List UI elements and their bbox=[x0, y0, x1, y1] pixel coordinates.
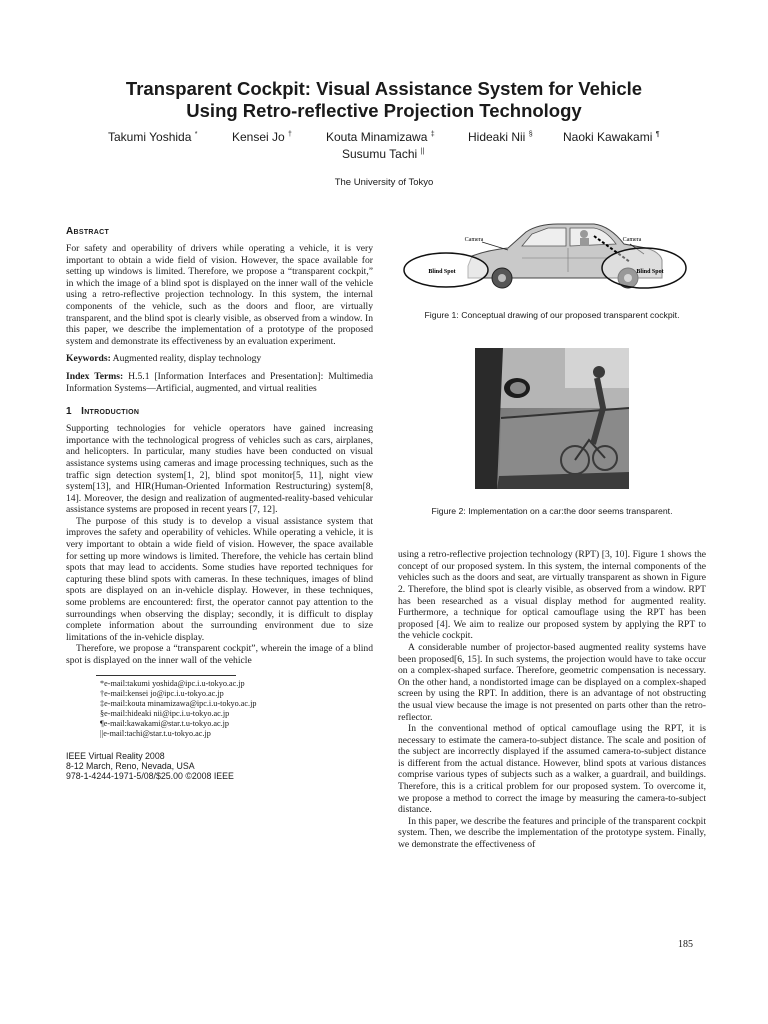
author-4: Hideaki Nii § bbox=[468, 130, 533, 144]
footnote-email: †e-mail:kensei jo@ipc.i.u-tokyo.ac.jp bbox=[100, 688, 224, 698]
page-number: 185 bbox=[678, 939, 693, 950]
intro-paragraph-3: Therefore, we propose a “transparent cockpit”, wherein the image of a blind spot is displayed on the inner wall of the vehicle bbox=[66, 643, 373, 666]
intro-paragraph-1: Supporting technologies for vehicle operators have gained increasing importance with the technological progress of vehicles such as cars, airplanes, and helicopters. In particular, many studies have been conducted on visual assistance systems using cameras and image processing techniques, such as the traffic sign detection system[1, 2], blind spot monitor[5, 11], night view system[13], and HIR(Human-Oriented Information Restructuring) system[8, 14]. Moreover, the design and realization of augmented-reality-based vehicular assistance systems are proposed in recent years [7, 12]. bbox=[66, 423, 373, 516]
keywords: Keywords: Augmented reality, display technology bbox=[66, 353, 262, 365]
introduction-heading: 1 Introduction bbox=[66, 406, 140, 418]
affiliation: The University of Tokyo bbox=[334, 177, 434, 188]
footnote-divider bbox=[96, 675, 236, 676]
figure-1-caption: Figure 1: Conceptual drawing of our proposed transparent cockpit. bbox=[424, 310, 680, 320]
footnotes bbox=[100, 679, 373, 739]
author-6: Susumu Tachi || bbox=[342, 147, 425, 161]
label-blind-right: Blind Spot bbox=[636, 269, 664, 275]
right-column bbox=[398, 220, 706, 851]
right-paragraph-2: A considerable number of projector-based augmented reality systems have been proposed[6, 15]. In such systems, the projection would have to take occur on a complex-shaped surface. Therefore, geometric compensation is necessary. On the other hand, a nondistorted image can be displayed on a complex-shaped screen by using the RPT. In addition, there is an advantage of not obstructing the usual view because the image is not presented on parts other than the retro-reflector. bbox=[398, 641, 706, 723]
abstract-heading: Abstract bbox=[66, 226, 110, 237]
footnote-email: ‡e-mail:kouta minamizawa@ipc.i.u-tokyo.ac.jp bbox=[100, 698, 257, 708]
label-camera-left: Camera bbox=[464, 237, 484, 243]
left-column bbox=[66, 226, 373, 781]
intro-paragraph-2: The purpose of this study is to develop a visual assistance system that improves the safety and operability of vehicles. While operating a vehicle, it is very important to obtain a wide field of vision. However, the space available for setting up more windows is limited. Therefore, the vehicle has certain blind spots that may lead to accidents. Some studies have reported techniques for capturing these blind spots with cameras. In these techniques, images of blind spots are displayed on an in-vehicle display. However, in these techniques, some problems are encountered: first, the operator cannot pay attention to the surroundings when observing the display; secondly, it is difficult to display complete information about the surrounding environment due to size limitations of the in-vehicle display. bbox=[66, 515, 373, 643]
footnote-email: *e-mail:takumi yoshida@ipc.i.u-tokyo.ac.jp bbox=[100, 678, 245, 688]
label-camera-right: Camera bbox=[622, 237, 642, 243]
right-body-text bbox=[398, 549, 706, 850]
car-door-photo bbox=[475, 348, 629, 489]
title-line-2: Using Retro-reflective Projection Technology bbox=[186, 100, 582, 121]
author-5: Naoki Kawakami ¶ bbox=[563, 130, 660, 144]
figure-1-drawing bbox=[398, 220, 706, 296]
footnote-email: §e-mail:hideaki nii@ipc.i.u-tokyo.ac.jp bbox=[100, 708, 230, 718]
figure-2-caption: Figure 2: Implementation on a car:the door seems transparent. bbox=[431, 505, 673, 516]
paper-title bbox=[60, 78, 708, 122]
right-paragraph-3: In the conventional method of optical camouflage using the RPT, it is necessary to estimate the camera-to-subject distance. The scale and position of the subject are incorrectly displayed if the assumed camera-to-subject distance is different from the actual distance. However, blind spots at various distances comprise various types of subjects such as a walker, a guardrail, and buildings. Therefore, this is a critical problem for our proposed system. To overcome it, we propose a method to correct the image by measuring the camera-to-subject distance. bbox=[398, 723, 706, 816]
footnote-email: ¶e-mail:kawakami@star.t.u-tokyo.ac.jp bbox=[100, 718, 230, 728]
conference-info: IEEE Virtual Reality 2008 8-12 March, Reno, Nevada, USA 978-1-4244-1971-5/08/$25.00 ©2008 IEEE bbox=[66, 750, 234, 781]
title-line-1: Transparent Cockpit: Visual Assistance System for Vehicle bbox=[125, 78, 643, 99]
author-3: Kouta Minamizawa ‡ bbox=[326, 130, 435, 144]
right-paragraph-1: using a retro-reflective projection technology (RPT) [3, 10]. Figure 1 shows the concept of our proposed system. In this system, the internal components of the vehicles such as the doors and seat, are virtually transparent as shown in Figure 2. Therefore, the blind spot is clearly visible, as observed from a window. RPT has been researched as a visual display method for augmented reality. Furthermore, a technique for optical camouflage using the RPT has been proposed [4]. We aim to realize our proposed system by applying the RPT to the vehicle cockpit. bbox=[398, 549, 706, 642]
right-paragraph-4: In this paper, we describe the features and principle of the transparent cockpit system. Then, we describe the implementation of the prototype system. Finally, we demonstrate the effectiveness of bbox=[398, 815, 706, 851]
author-1: Takumi Yoshida * bbox=[108, 130, 198, 144]
car-diagram bbox=[398, 220, 706, 296]
footnote-email: ||e-mail:tachi@star.t.u-tokyo.ac.jp bbox=[100, 728, 211, 738]
label-blind-left: Blind Spot bbox=[428, 269, 456, 275]
author-2: Kensei Jo † bbox=[232, 130, 292, 144]
index-terms: Index Terms: H.5.1 [Information Interfaces and Presentation]: Multimedia Information Systems—Artificial, augmented, and virtual realities bbox=[66, 370, 374, 394]
abstract-text: For safety and operability of drivers while operating a vehicle, it is very important to obtain a wide field of vision. However, the space available for setting up windows is limited. Therefore, we propose a “transparent cockpit,” in which the image of a blind spot is displayed on the inner wall of the vehicle using a retro-reflective projection technology. In this system, the internal components of the vehicle, such as the doors and floor, are virtually transparent, and the blind spot is clearly visible, as observed from a window. In this paper, we describe the implementation of a prototype of the proposed system and demonstrate its effectiveness by an evaluation experiment. bbox=[66, 243, 373, 347]
figure-2-photo bbox=[475, 348, 629, 489]
